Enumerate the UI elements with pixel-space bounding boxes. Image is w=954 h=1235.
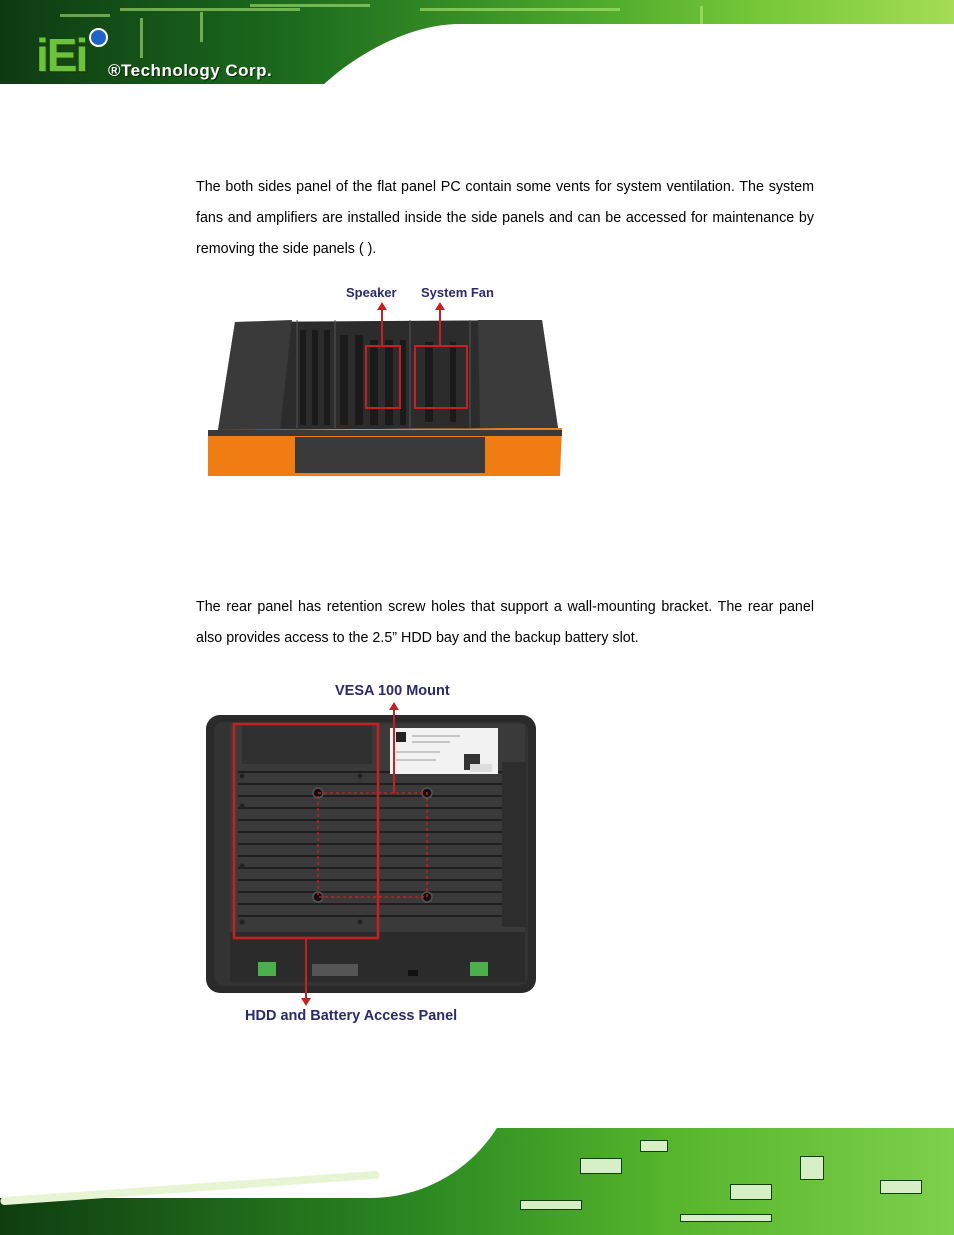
vesa-mount-label: VESA 100 Mount	[335, 683, 450, 699]
hdd-battery-label: HDD and Battery Access Panel	[245, 1008, 458, 1024]
system-fan-label: System Fan	[421, 285, 494, 300]
side-view-image	[200, 280, 570, 485]
iei-logo	[36, 30, 100, 80]
side-view-figure	[200, 280, 570, 485]
logo-letters: iEi	[36, 29, 87, 81]
header-white-band	[0, 84, 954, 112]
page-footer-banner	[0, 1128, 954, 1235]
company-name: ®Technology Corp.	[108, 61, 273, 80]
rear-view-figure	[200, 680, 545, 1030]
footer-white-curve	[0, 1128, 520, 1198]
rear-panel-paragraph: The rear panel has retention screw holes that support a wall-mounting bracket. The rear panel also provides access to the 2.5” HDD bay and the backup battery slot.	[196, 599, 814, 646]
page-header-banner	[0, 0, 954, 112]
side-panel-paragraph: The both sides panel of the flat panel PC contain some vents for system ventilation. The system fans and amplifiers are installed inside the side panels and can be accessed for maintenance by removing the side panels ( ).	[196, 179, 814, 257]
rear-view-image	[200, 680, 545, 1010]
logo-dot-icon	[89, 28, 108, 47]
speaker-label: Speaker	[346, 285, 397, 300]
